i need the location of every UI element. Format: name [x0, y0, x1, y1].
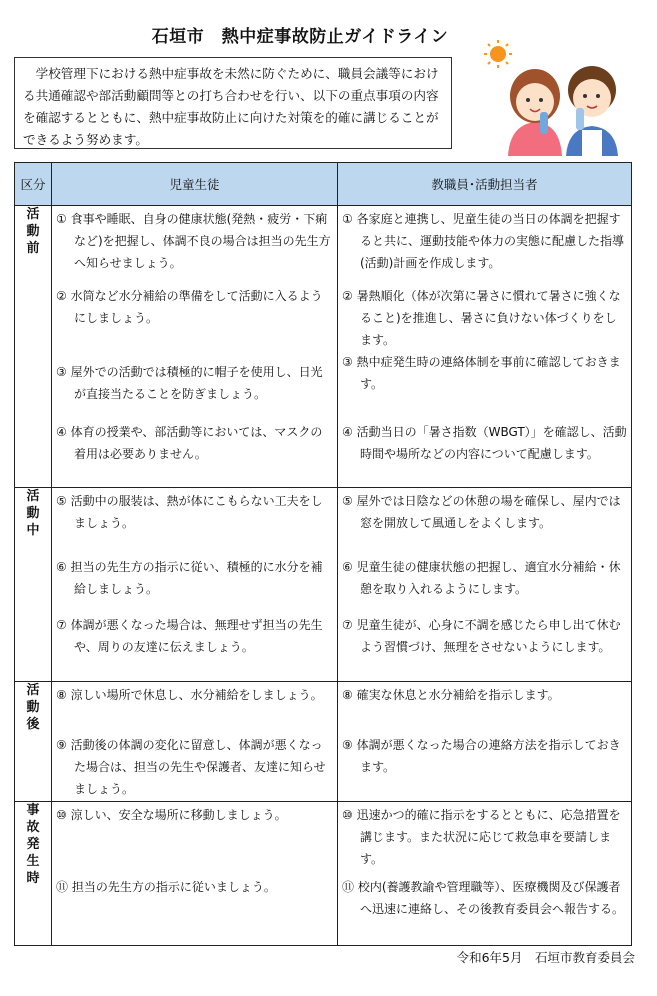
students-after-cell: [52, 682, 338, 802]
list-item: ② 水筒など水分補給の準備をして活動に入るようにしましょう。: [56, 289, 323, 325]
list-item: ⑨ 活動後の体調の変化に留意し、体調が悪くなった場合は、担当の先生や保護者、友達に知らせましょう。: [56, 738, 326, 796]
list-item: ① 各家庭と連携し、児童生徒の当日の体調を把握すると共に、運動技能や体力の実態に配慮した指導(活動)計画を作成します。: [342, 212, 625, 270]
sun-icon: [484, 40, 512, 68]
section-label-accident: 事故発生時: [26, 803, 40, 886]
header-staff: 教職員･活動担当者: [338, 163, 632, 206]
section-label-after: 活動後: [26, 683, 40, 732]
guideline-table: [14, 162, 632, 946]
list-item: ⑩ 涼しい、安全な場所に移動しましょう。: [56, 808, 287, 822]
section-after: [15, 682, 632, 802]
list-item: ④ 体育の授業や、部活動等においては、マスクの着用は必要ありません。: [56, 425, 323, 461]
list-item: ⑥ 児童生徒の健康状態の把握し、適宜水分補給・休憩を取り入れるようにします。: [342, 560, 621, 596]
table-header-row: [15, 163, 632, 206]
list-item: ② 暑熱順化（体が次第に暑さに慣れて暑さに強くなること)を推進し、暑さに負けない体づくりをします。: [342, 289, 621, 347]
list-item: ⑨ 体調が悪くなった場合の連絡方法を指示しておきます。: [342, 738, 621, 774]
list-item: ⑦ 体調が悪くなった場合は、無理せず担当の先生や、周りの友達に伝えましょう。: [56, 618, 323, 654]
staff-during-cell: [338, 488, 632, 682]
list-item: ① 食事や睡眠、自身の健康状態(発熱・疲労・下痢など)を把握し、体調不良の場合は担当の先生方へ知らせましょう。: [56, 212, 331, 270]
header-students: 児童生徒: [52, 163, 338, 206]
section-label-before: 活動前: [26, 207, 40, 256]
footer-credit: 令和6年5月 石垣市教育委員会: [456, 950, 635, 965]
section-label-during: 活動中: [26, 489, 40, 538]
students-during-cell: [52, 488, 338, 682]
section-accident: [15, 802, 632, 946]
students-accident-cell: [52, 802, 338, 946]
header-category: 区分: [15, 163, 52, 206]
list-item: ⑩ 迅速かつ的確に指示をするとともに、応急措置を講じます。また状況に応じて救急車を要請します。: [342, 808, 621, 866]
boy-figure: [566, 66, 618, 156]
staff-after-cell: [338, 682, 632, 802]
list-item: ③ 熱中症発生時の連絡体制を事前に確認しておきます。: [342, 355, 621, 391]
list-item: ⑪ 校内(養護教諭や管理職等）、医療機関及び保護者へ迅速に連絡し、その後教育委員会へ報告する。: [342, 880, 625, 916]
list-item: ⑧ 涼しい場所で休息し、水分補給をしましょう。: [56, 688, 323, 702]
list-item: ⑤ 活動中の服装は、熱が体にこもらない工夫をしましょう。: [56, 494, 323, 530]
intro-box: 学校管理下における熱中症事故を未然に防ぐために、職員会議等における共通確認や部活動顧問等との打ち合わせを行い、以下の重点事項の内容を確認するとともに、熱中症事故防止に向けた対策を的確に講じることができるよう努めます。: [14, 57, 452, 149]
children-drinking-illustration: [478, 38, 638, 158]
list-item: ⑧ 確実な休息と水分補給を指示します。: [342, 688, 560, 702]
staff-accident-cell: [338, 802, 632, 946]
page-title: 石垣市 熱中症事故防止ガイドライン: [151, 27, 449, 47]
list-item: ③ 屋外での活動では積極的に帽子を使用し、日光が直接当たることを防ぎましょう。: [56, 365, 323, 401]
list-item: ④ 活動当日の「暑さ指数（WBGT）」を確認し、活動時間や場所などの内容について配慮します。: [342, 425, 627, 461]
section-before: [15, 206, 632, 488]
section-during: [15, 488, 632, 682]
list-item: ⑥ 担当の先生方の指示に従い、積極的に水分を補給しましょう。: [56, 560, 323, 596]
list-item: ⑤ 屋外では日陰などの休憩の場を確保し、屋内では窓を開放して風通しをよくします。: [342, 494, 621, 530]
students-before-cell: [52, 206, 338, 488]
staff-before-cell: [338, 206, 632, 488]
list-item: ⑦ 児童生徒が、心身に不調を感じたら申し出て休むよう習慣づけ、無理をさせないようにします。: [342, 618, 621, 654]
girl-figure: [508, 69, 562, 156]
list-item: ⑪ 担当の先生方の指示に従いましょう。: [56, 880, 276, 894]
